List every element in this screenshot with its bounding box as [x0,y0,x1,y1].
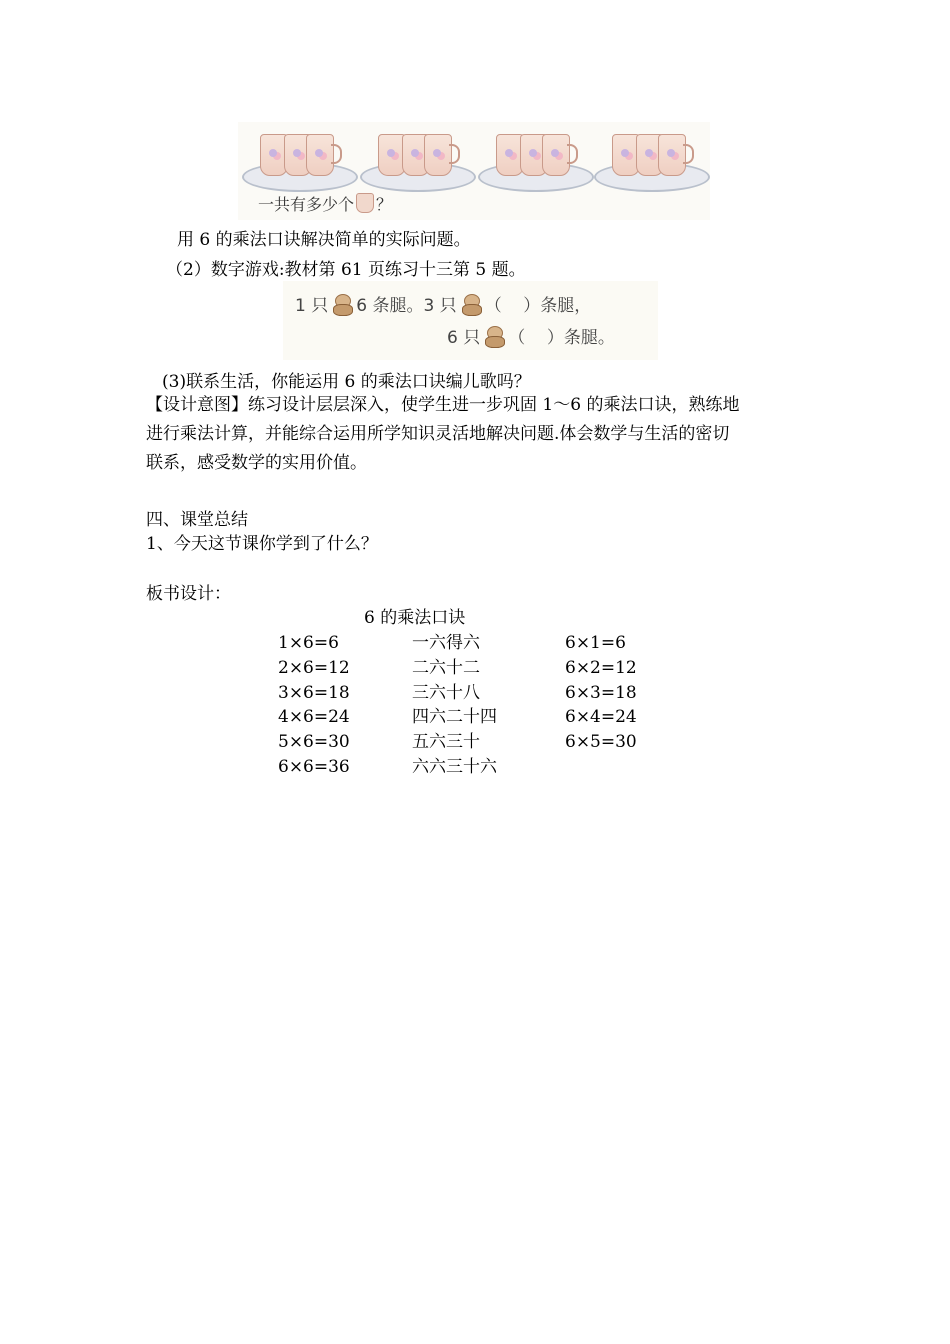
equation-row: 3×6=18 [278,682,350,703]
bug-icon [460,292,482,316]
rhyme-row: 六六三十六 [412,756,497,777]
practice-text-1: 用 6 的乘法口诀解决简单的实际问题。 [177,230,471,250]
rhyme-row: 四六二十四 [412,707,497,728]
rhyme-row: 五六三十 [412,732,480,753]
board-column-reverse [565,631,637,755]
design-intent-line-2: 进行乘法计算，并能综合运用所学知识灵活地解决问题.体会数学与生活的密切 [146,424,730,444]
cup [424,134,452,176]
reverse-equation-row: 6×2=12 [565,657,637,678]
bug-icon [331,292,353,316]
reverse-equation-row: 6×5=30 [565,732,637,753]
bugs-illustration [283,281,658,360]
reverse-equation-row: 6×1=6 [565,633,626,653]
design-intent-line-1: 【设计意图】练习设计层层深入，使学生进一步巩固 1～6 的乘法口诀，熟练地 [146,395,740,415]
board-title: 6 的乘法口诀 [364,608,466,628]
rhyme-row: 一六得六 [412,633,480,653]
practice-item-2: （2）数字游戏:教材第 61 页练习十三第 5 题。 [166,260,526,280]
cups-illustration [238,122,710,220]
bug-icon [483,324,505,348]
bugs-row-1 [295,291,591,316]
bugs-row2-count: 6 只 [447,328,481,348]
rhyme-row: 三六十八 [412,682,480,703]
bugs-row2-blank: （ ）条腿。 [508,328,615,348]
cups-caption [258,192,392,215]
bugs-row1-legs: 6 条腿。3 只 [356,296,457,316]
board-column-equations [278,631,350,780]
cup [658,134,686,176]
section-heading-summary: 四、课堂总结 [146,510,248,530]
bugs-row1-count: 1 只 [295,296,329,316]
cup [306,134,334,176]
cups-caption-text: 一共有多少个 [258,195,355,214]
reverse-equation-row: 6×4=24 [565,707,637,728]
cups-caption-end: ？ [376,195,393,214]
equation-row: 4×6=24 [278,707,350,728]
equation-row: 6×6=36 [278,756,350,777]
cup-icon [356,193,374,213]
board-design-heading: 板书设计： [146,584,231,604]
bugs-row-2 [447,323,615,348]
equation-row: 1×6=6 [278,633,339,653]
board-column-rhymes [412,631,497,780]
practice-item-3: (3)联系生活，你能运用 6 的乘法口诀编儿歌吗？ [162,372,531,392]
equation-row: 2×6=12 [278,657,350,678]
equation-row: 5×6=30 [278,732,350,753]
reverse-equation-row: 6×3=18 [565,682,637,703]
design-intent-line-3: 联系，感受数学的实用价值。 [146,453,367,473]
summary-question-1: 1、今天这节课你学到了什么？ [146,534,378,554]
bugs-row1-blank: （ ）条腿， [484,296,592,316]
rhyme-row: 二六十二 [412,657,480,678]
cup [542,134,570,176]
